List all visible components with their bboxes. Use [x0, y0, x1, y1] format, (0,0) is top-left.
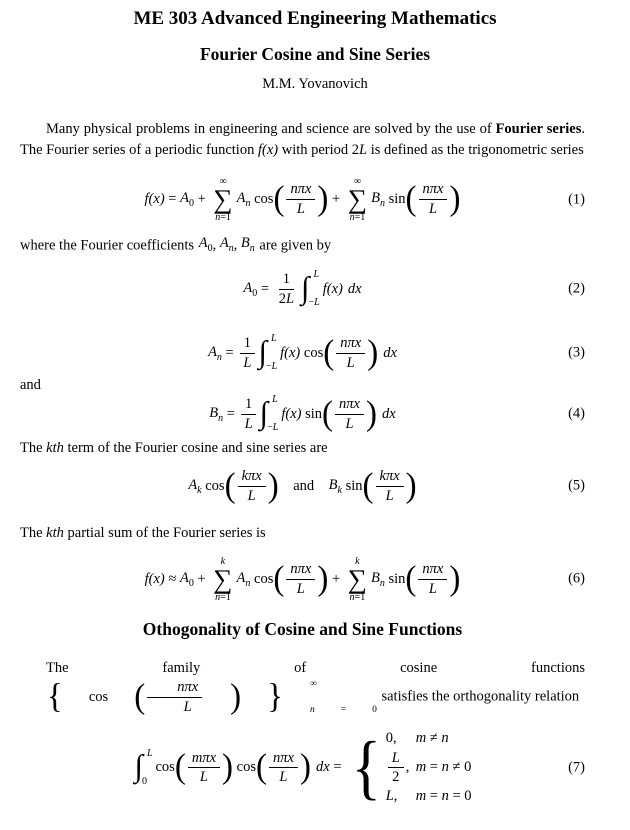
- author-name: M.M. Yovanovich: [262, 76, 368, 92]
- equation-5-number: (5): [568, 477, 585, 494]
- integral-symbol: ∫: [258, 333, 267, 369]
- summation-symbol: ∑: [347, 183, 368, 214]
- equation-2: [20, 267, 585, 311]
- summation-symbol: ∑: [213, 563, 233, 594]
- equation-4-math: $B_n$ = $\frac{1}{L}$ ∫ L − L f(x) sin ( nπx L ) dx: [209, 394, 396, 434]
- and-line: and: [20, 377, 41, 394]
- kth-partial-sum-line: The kth partial sum of the Fourier series is: [20, 525, 266, 542]
- equation-5-math: $A_k$ cos ( kπx L ) and $B_k$ sin ( kπx L ): [188, 466, 417, 505]
- equation-6: [20, 555, 585, 603]
- equation-7: [20, 727, 585, 808]
- document-body: [20, 119, 585, 808]
- equation-1-number: (1): [568, 191, 585, 207]
- equation-3: [20, 331, 585, 375]
- summation-symbol: ∑: [347, 563, 367, 594]
- equation-2-math: $A_0$ = 1 2 L ∫ L − L f(x) dx: [243, 269, 362, 309]
- equation-3-number: (3): [568, 344, 585, 361]
- equation-3-math: $A_n$ = $\frac{1}{L}$ ∫ L − L f(x) cos ( nπx L ) dx: [208, 333, 397, 373]
- equation-5: [20, 464, 585, 508]
- equation-4: [20, 392, 585, 436]
- equation-4-number: (4): [568, 405, 585, 422]
- equation-7-math: ∫ L 0 cos ( mπx L ) cos ( nπx L ) dx = { 0, m ≠ n L 2 , m = n ≠ 0 L , m = n = 0: [134, 727, 472, 808]
- equation-1: [20, 176, 585, 224]
- intro-paragraph: Many physical problems in engineering and science are solved by the use of Fourier series. The Fourier series of a periodic function f(x) with period 2L is defined as the trigonometric series: [20, 121, 585, 158]
- summation-symbol: ∑: [213, 183, 233, 214]
- cases-brace: {: [351, 727, 382, 808]
- course-title: ME 303 Advanced Engineering Mathematics: [133, 8, 497, 29]
- family-paragraph: The family of cosine functions { cos ( nπx L ) } ∞ n = 0 satisfies the orthogonality relation: [46, 660, 585, 716]
- equation-6-number: (6): [568, 570, 585, 587]
- integral-symbol: ∫: [301, 269, 310, 305]
- integral-symbol: ∫: [134, 748, 143, 784]
- kth-term-line: The kth term of the Fourier cosine and sine series are: [20, 440, 328, 457]
- document-title: Fourier Cosine and Sine Series: [199, 44, 431, 64]
- equation-1-math: f(x) = $A_0$ + ∞ ∑ n = 1 $A_n$ cos ( nπx L ) + ∞ ∑ n = 1 $B_n$ sin ( nπx L ): [144, 175, 461, 224]
- equation-2-number: (2): [568, 280, 585, 297]
- coefficients-line: where the Fourier coefficients $A_0$ , $A_n$ , $B_n$ are given by: [20, 234, 332, 254]
- equation-6-math: f(x) ≈ $A_0$ + k ∑ n = 1 $A_n$ cos ( nπx L ) + k ∑ n = 1 $B_n$ sin ( nπx L ): [144, 555, 461, 604]
- integral-symbol: ∫: [259, 394, 269, 430]
- section-heading-orthogonality: Othogonality of Cosine and Sine Functions: [142, 619, 463, 640]
- equation-7-number: (7): [568, 759, 585, 776]
